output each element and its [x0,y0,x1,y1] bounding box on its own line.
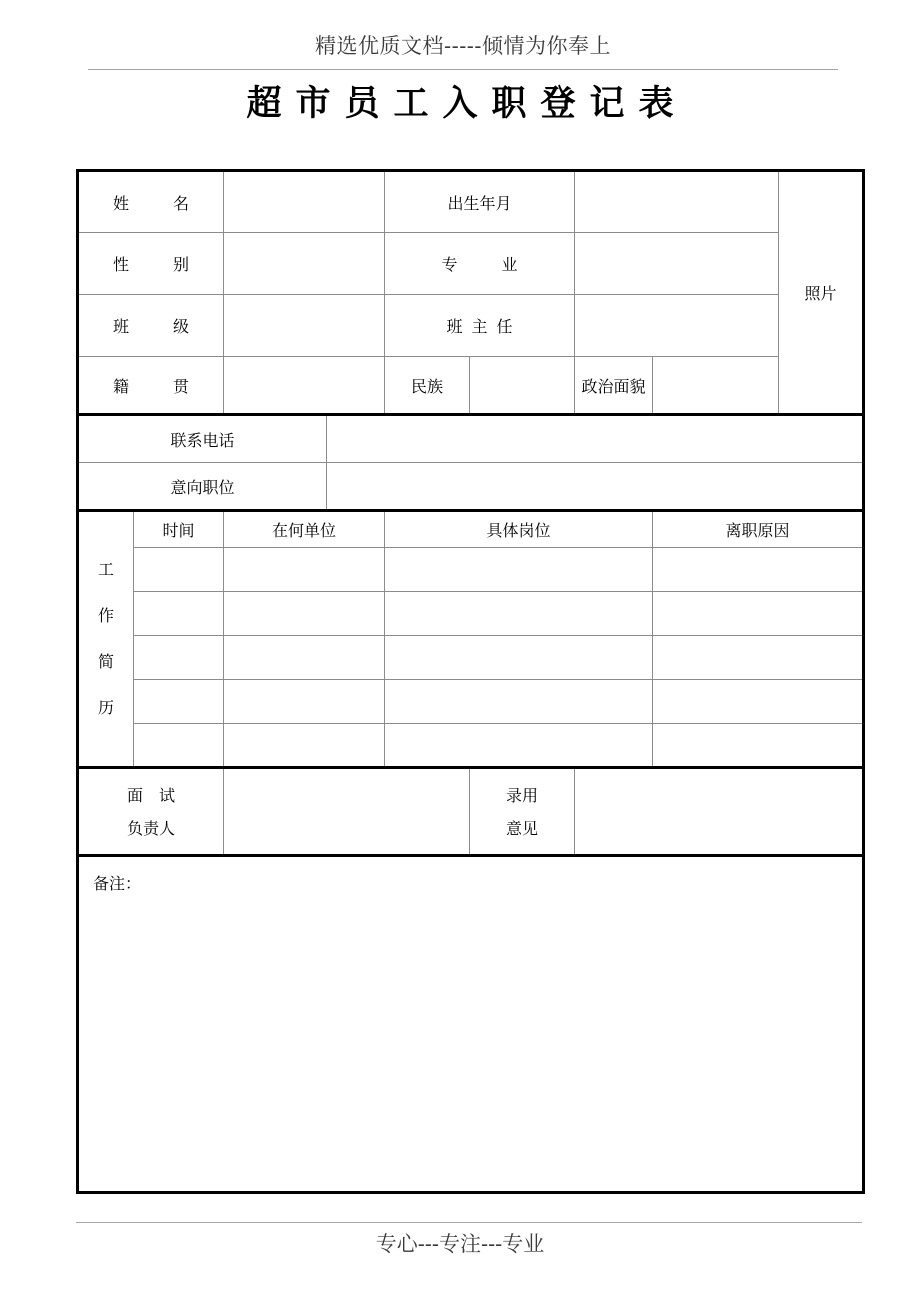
label-hiring-decision-line1: 录用 [506,785,539,805]
label-political-status: 政治面貌 [575,357,653,415]
cell-reason[interactable] [653,636,864,680]
form-row-gender [78,233,864,295]
label-native-place [78,357,224,415]
field-birth-date-value[interactable] [575,171,779,233]
label-class [78,295,224,357]
cell-reason[interactable] [653,548,864,592]
field-native-place-value[interactable] [224,357,385,415]
field-desired-position-value[interactable] [327,463,864,511]
cell-position[interactable] [385,680,653,724]
page-title: 超市员工入职登记表 [246,83,688,124]
label-work-history-char-3: 历 [97,698,114,717]
label-name [78,171,224,233]
work-history-row [78,724,864,768]
label-work-history [78,511,134,768]
form-row-phone [78,415,864,463]
field-hiring-decision-value[interactable] [575,768,864,856]
work-history-row [78,680,864,724]
cell-reason[interactable] [653,724,864,768]
cell-time[interactable] [134,636,224,680]
label-hiring-decision-line2: 意见 [506,818,539,838]
label-remark: 备注： [93,874,142,893]
label-gender-text: 性 别 [113,255,189,274]
cell-company[interactable] [224,592,385,636]
cell-reason[interactable] [653,592,864,636]
field-phone-value[interactable] [327,415,864,463]
label-birth-date: 出生年月 [385,171,575,233]
label-gender [78,233,224,295]
document-header [88,30,838,60]
label-major [385,233,575,295]
form-row-desired-position [78,463,864,511]
cell-company[interactable] [224,680,385,724]
form-row-origin [78,357,864,415]
cell-time[interactable] [134,548,224,592]
work-history-row [78,592,864,636]
header-watermark-text: 精选优质文档-----倾情为你奉上 [315,34,611,58]
field-gender-value[interactable] [224,233,385,295]
label-interviewer [78,768,224,856]
cell-time[interactable] [134,724,224,768]
field-head-teacher-value[interactable] [575,295,779,357]
field-class-value[interactable] [224,295,385,357]
label-hiring-decision [470,768,575,856]
cell-position[interactable] [385,592,653,636]
cell-position[interactable] [385,724,653,768]
remark-cell[interactable] [78,856,864,1193]
cell-company[interactable] [224,724,385,768]
column-header-position: 具体岗位 [385,511,653,548]
cell-company[interactable] [224,548,385,592]
label-interviewer-line2: 负责人 [126,818,175,838]
work-history-row [78,636,864,680]
header-divider [88,69,838,70]
label-desired-position: 意向职位 [78,463,327,511]
label-class-text: 班 级 [113,317,189,336]
cell-position[interactable] [385,548,653,592]
remark-row [78,856,864,1193]
cell-reason[interactable] [653,680,864,724]
field-political-status-value[interactable] [653,357,779,415]
interview-row [78,768,864,856]
column-header-reason: 离职原因 [653,511,864,548]
field-ethnicity-value[interactable] [470,357,575,415]
employee-registration-form [76,169,865,1194]
field-major-value[interactable] [575,233,779,295]
label-interviewer-line1: 面 试 [126,785,175,805]
work-history-header-row [78,511,864,548]
field-interviewer-value[interactable] [224,768,470,856]
label-head-teacher-text: 班 主 任 [446,317,513,336]
label-work-history-char-0: 工 [97,560,114,579]
form-row-name [78,171,864,233]
label-ethnicity: 民族 [385,357,470,415]
column-header-time: 时间 [134,511,224,548]
work-history-row [78,548,864,592]
cell-time[interactable] [134,680,224,724]
footer-slogan: 专心---专注---专业 [375,1232,545,1256]
form-row-class [78,295,864,357]
cell-company[interactable] [224,636,385,680]
label-name-text: 姓 名 [113,193,189,213]
label-work-history-char-2: 简 [97,652,114,671]
label-phone: 联系电话 [78,415,327,463]
field-name-value[interactable] [224,171,385,233]
cell-time[interactable] [134,592,224,636]
label-head-teacher [385,295,575,357]
photo-cell[interactable]: 照片 [779,171,864,415]
column-header-company: 在何单位 [224,511,385,548]
cell-position[interactable] [385,636,653,680]
label-work-history-char-1: 作 [97,606,114,625]
label-native-place-text: 籍 贯 [113,376,189,396]
footer-divider [76,1222,862,1223]
label-major-text: 专 业 [441,255,518,274]
